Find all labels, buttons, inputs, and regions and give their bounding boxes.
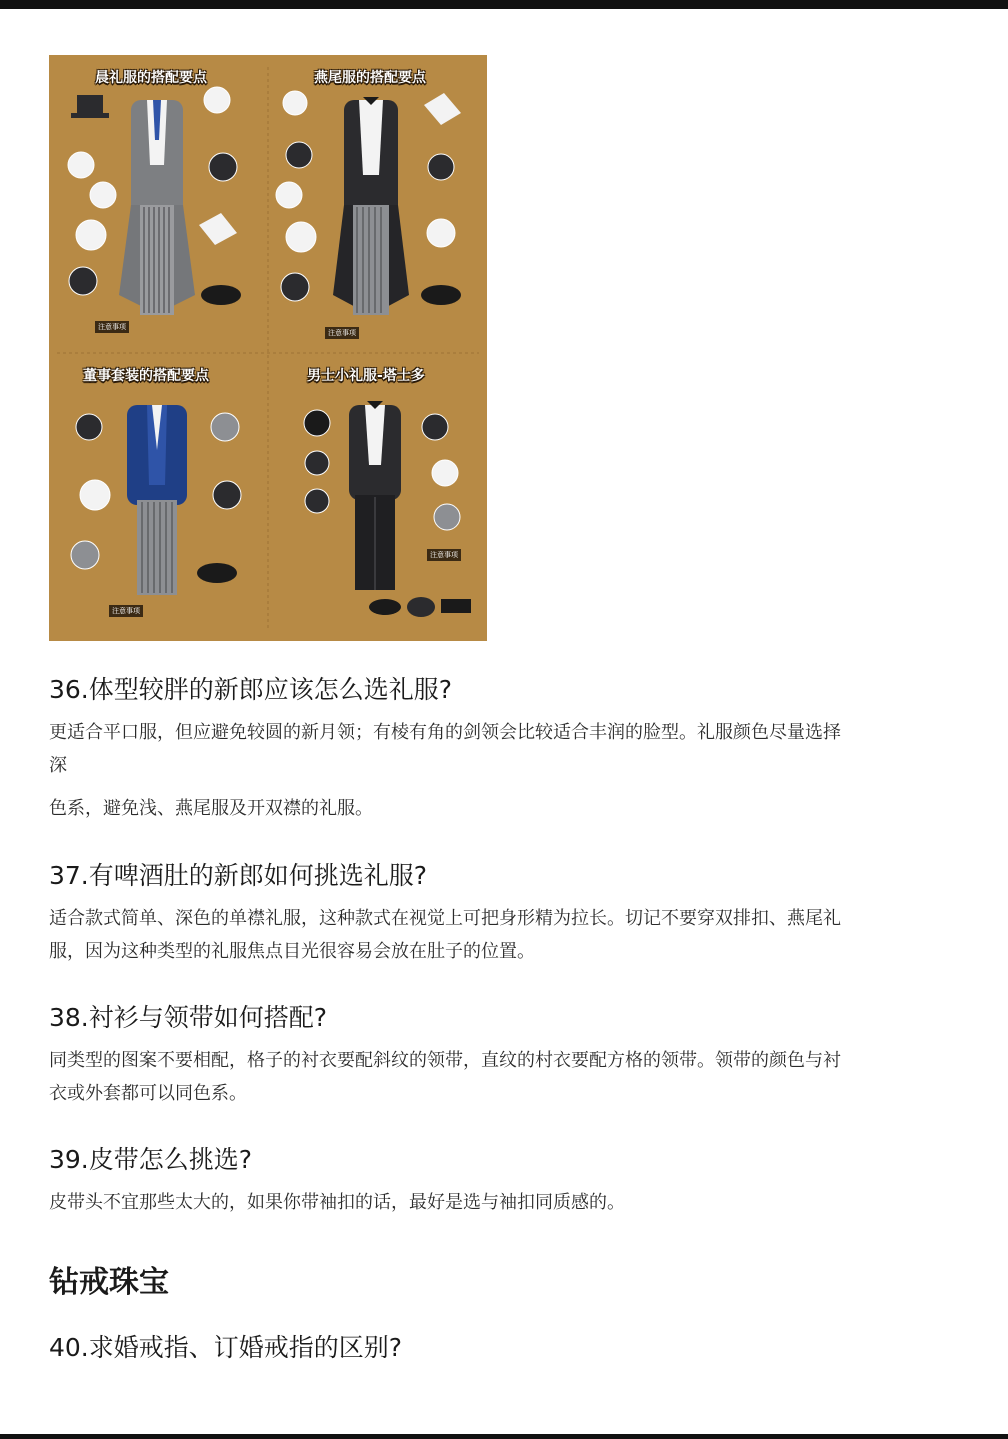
tuxedo-figure: [349, 401, 401, 590]
panel-title-tailcoat: 燕尾服的搭配要点: [314, 70, 426, 86]
q38-line-2: 衣或外套都可以同色系。: [49, 1083, 247, 1104]
q36-line-1: 更适合平口服，但应避免较圆的新月领；有棱有角的剑领会比较适合丰润的脸型。礼服颜色尽量选择: [49, 722, 841, 743]
q39-answer: [49, 1186, 959, 1219]
panel-title-directors-suit: 董事套装的搭配要点: [83, 368, 209, 384]
section-heading-jewelry: 钻戒珠宝: [49, 1265, 169, 1300]
q38-heading: 38.衬衫与领带如何搭配?: [49, 1003, 328, 1032]
q37-heading: 37.有啤酒肚的新郎如何挑选礼服?: [49, 861, 428, 890]
q36-line-3: 色系，避免浅、燕尾服及开双襟的礼服。: [49, 798, 373, 819]
q39-line-1: 皮带头不宜那些太大的，如果你带袖扣的话，最好是选与袖扣同质感的。: [49, 1192, 625, 1213]
note-label-tuxedo: 注意事项: [427, 549, 461, 561]
note-label-tailcoat: 注意事项: [325, 327, 359, 339]
q36-heading: 36.体型较胖的新郎应该怎么选礼服?: [49, 675, 453, 704]
top-edge-bar: [0, 0, 1008, 9]
q36-answer-continued: [49, 792, 959, 825]
panel-title-tuxedo: 男士小礼服-塔士多: [307, 368, 425, 384]
panel-title-morning-coat: 晨礼服的搭配要点: [95, 70, 207, 86]
q38-line-1: 同类型的图案不要相配，格子的衬衣要配斜纹的领带，直纹的村衣要配方格的领带。领带的颜色与衬: [49, 1050, 841, 1071]
q37-line-2: 服，因为这种类型的礼服焦点目光很容易会放在肚子的位置。: [49, 941, 535, 962]
q37-answer: [49, 902, 959, 968]
q40-heading: 40.求婚戒指、订婚戒指的区别?: [49, 1333, 403, 1362]
q36-answer: [49, 716, 959, 782]
q37-line-1: 适合款式简单、深色的单襟礼服，这种款式在视觉上可把身形精为拉长。切记不要穿双排扣、燕尾礼: [49, 908, 841, 929]
note-label-morning-coat: 注意事项: [95, 321, 129, 333]
note-label-directors-suit: 注意事项: [109, 605, 143, 617]
infographic-drawing: [49, 55, 487, 641]
bottom-edge-bar: [0, 1434, 1008, 1439]
tailcoat-figure: [333, 97, 409, 315]
q39-heading: 39.皮带怎么挑选?: [49, 1145, 253, 1174]
q38-answer: [49, 1044, 959, 1110]
menswear-infographic: [49, 55, 487, 641]
q36-line-2: 深: [49, 755, 67, 776]
